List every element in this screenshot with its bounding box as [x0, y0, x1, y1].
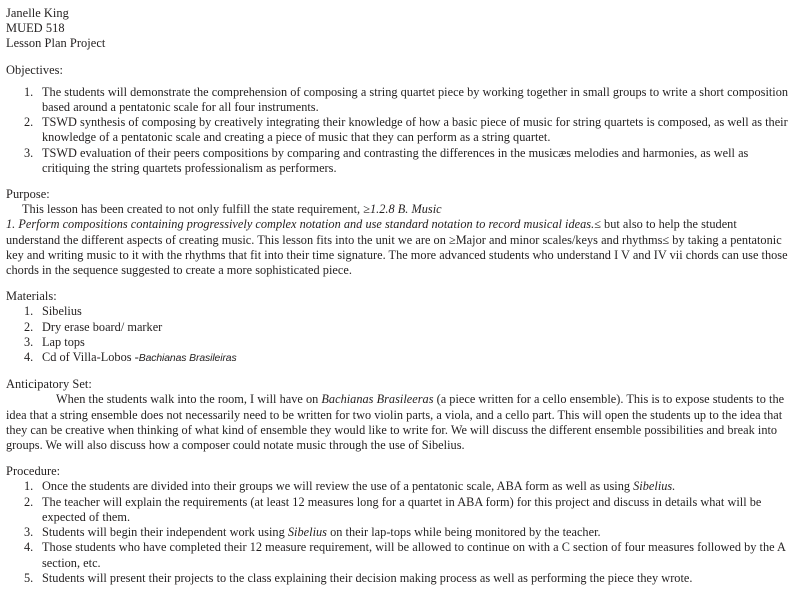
list-marker: 2.	[24, 115, 34, 130]
purpose-standard-text: 1. Perform compositions containing progressively complex notation and use standard notation to record musical ideas.	[6, 217, 595, 232]
list-item	[6, 146, 790, 176]
spacer	[6, 78, 790, 85]
list-item-text: Students will present their projects to the class explaining their decision making process as well as performing the piece they wrote.	[42, 570, 693, 585]
list-marker: 3.	[24, 334, 34, 349]
list-marker: 4.	[24, 350, 34, 365]
header-course: MUED 518	[6, 21, 65, 36]
list-item-text: TSWD evaluation of their peers compositions by comparing and contrasting the differences in the musicæs melodies and harmonies, as well as critiquing the string quartets professionalism as performers.	[42, 145, 749, 175]
list-item-text: Students will begin their independent work using	[42, 525, 288, 540]
list-item-text: Dry erase board/ marker	[42, 319, 163, 334]
list-item	[6, 115, 790, 145]
list-item-text: Sibelius	[42, 304, 82, 319]
list-item	[6, 320, 790, 335]
list-item	[6, 85, 790, 115]
list-marker: 5.	[24, 570, 34, 585]
purpose-heading: Purpose:	[6, 187, 50, 202]
list-item	[6, 350, 790, 366]
list-item-text: Those students who have completed their 12 measure requirement, will be allowed to continue on with a C section of four measures followed by the A section, etc.	[42, 540, 786, 570]
objectives-heading: Objectives:	[6, 62, 63, 77]
spacer	[6, 52, 790, 63]
purpose-body	[6, 217, 790, 278]
list-item-text: Once the students are divided into their groups we will review the use of a pentatonic scale, ABA form as well as using	[42, 479, 634, 494]
anticipatory-set-heading: Anticipatory Set:	[6, 377, 92, 392]
list-marker: 2.	[24, 494, 34, 509]
anticipatory-body-part-b: (a piece written for a cello ensemble). This is to expose students to the idea that a string ensemble does not necessarily need to be written for two violin parts, a viola, and a cello part. This will open the students up to the idea that they can be creative when thinking of what kind of ensemble they would like to write for. We will discuss the different ensemble possibilities and break into groups. We will also discuss how a composer could notate music through the use of Sibelius.	[6, 392, 785, 453]
list-item-text: Cd of Villa-Lobos -	[42, 350, 139, 365]
anticipatory-set-body	[6, 392, 790, 453]
software-name: Sibelius.	[633, 479, 676, 494]
list-marker: 1.	[24, 479, 34, 494]
list-item-text: Lap tops	[42, 334, 85, 349]
document-body	[6, 6, 790, 586]
anticipatory-body-part-a: When the students walk into the room, I will have on	[56, 392, 322, 407]
list-item	[6, 335, 790, 350]
list-item-text: The teacher will explain the requirements (at least 12 measures long for a quartet in ABA form) for this project and discuss in details what will be expected of them.	[42, 494, 762, 524]
materials-heading: Materials:	[6, 289, 57, 304]
purpose-standard-code: ≥1.2.8 B. Music	[363, 202, 442, 217]
list-marker: 3.	[24, 145, 34, 160]
purpose-body-text: ≤ but also to help the student understand the different aspects of creating music. This lesson fits into the unit we are on ≥Major and minor scales/keys and rhythms≤ by taking a pentatonic key and writing music to it with the rhythms that fit into their time signature. The more advanced students who understand I V and IV vii chords can use those chords in the sequence suggested to create a more sophisticated piece.	[6, 217, 788, 278]
document-header	[6, 6, 790, 52]
spacer	[6, 366, 790, 377]
spacer	[6, 453, 790, 464]
list-marker: 1.	[24, 304, 34, 319]
purpose-intro-text: This lesson has been created to not only fulfill the state requirement,	[22, 202, 364, 217]
procedure-heading: Procedure:	[6, 464, 61, 479]
list-marker: 4.	[24, 540, 34, 555]
list-item	[6, 304, 790, 319]
work-title: Bachianas Brasileiras	[138, 353, 237, 365]
objectives-list	[6, 85, 790, 176]
list-item-text: TSWD synthesis of composing by creatively integrating their knowledge of how a basic piece of music for string quartets is composed, as well as their knowledge of a pentatonic scale and creating a piece of music that they can perform as a string quartet.	[42, 115, 788, 145]
software-name: Sibelius	[287, 525, 327, 540]
list-marker: 2.	[24, 319, 34, 334]
materials-list	[6, 304, 790, 366]
spacer	[6, 176, 790, 187]
procedure-list	[6, 479, 790, 585]
work-title: Bachianas Brasileeras	[321, 392, 434, 407]
list-item	[6, 479, 790, 494]
list-marker: 3.	[24, 525, 34, 540]
purpose-intro-line	[6, 202, 790, 217]
list-item-text-cont: on their lap-tops while being monitored by the teacher.	[326, 525, 601, 540]
list-item	[6, 571, 790, 586]
header-assignment: Lesson Plan Project	[6, 36, 106, 51]
list-marker: 1.	[24, 84, 34, 99]
list-item	[6, 495, 790, 525]
spacer	[6, 278, 790, 289]
list-item-text: The students will demonstrate the comprehension of composing a string quartet piece by working together in small groups to write a short composition based around a pentatonic scale for all four instruments.	[42, 84, 789, 115]
list-item	[6, 540, 790, 570]
list-item	[6, 525, 790, 540]
header-author: Janelle King	[6, 6, 69, 20]
